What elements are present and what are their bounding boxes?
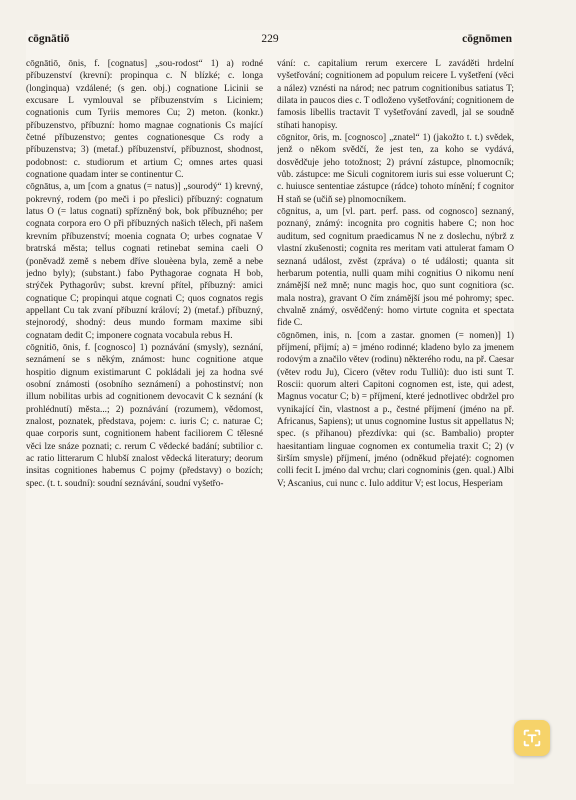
- entry-cognomen: cōgnōmen, inis, n. [com a zastar. gnomen (= nomen)] 1) příjmení, přijmí; a) = jméno rodinné; kladeno bylo za jmenem rodovým a značilo větev (rodinu) některého rodu, na př. Caesar (větev rodu Ju), Cicero (větev rodu Tulliů): duo isti sunt T. Roscii: quorum alteri Capitoni cognomen est, iste, qui adest, Magnus vocatur C; b) = příjmení, které jednotlivec obdržel pro vynikající čin, vlastnost a p., čestné příjmení (jméno na př. Africanus, Sapiens); ut unus cognomine Iustus sit appellatus N; spec. (s přihanou) přezdívka: qui (sc. Bambalio) propter haesitantiam linguae cognomen ex contumelia traxit C; 2) (v širším smysle) příjmení, jméno (odněkud přejaté): cognomen colli fecit L jméno dal vrchu; clari cognominis (gen. qual.) Albi V; Ascanius, cui nunc c. Iulo additur V; est locus, Hesperiam: [277, 330, 514, 489]
- header-left-guide-word: cōgnātiō: [28, 33, 70, 45]
- text-recognition-icon: [521, 727, 543, 749]
- entry-cognitus: cōgnitus, a, um [vl. part. perf. pass. od cognosco] seznaný, poznaný, známý: incognita pro cognitis habere C; non hoc auditum, sed cognitum praedicamus N ne z doslechu, nýbrž z vlastní zkušenosti; cognita res meritam vati attulerat famam O seznaná událost, zvěst (zpráva) o té události; quanta sit herbarum potentia, nulli quam mihi cognitius O nikomu není známější než mně; nunc magis hoc, quo sunt cognitiora (sc. mala nostra), gravant O čím známější jsou mé pohromy; spec. chvalně známý, osvědčený: homo virtute cognita et spectata fide C.: [277, 207, 514, 329]
- entry-cognitio: cōgnitiō, ōnis, f. [cognosco] 1) poznávání (smysly), seznání, seznámení se s někým, známost: hunc cognitione atque hospitio dignum existimarunt C pokládali jej za hodna své osobní známosti (osobního seznámení) a pohostinství; non illum nobilitas urbis ad cognitionem devocavit C k seznání (k prohlédnutí) města...; 2) poznávání (rozumem), vědomost, znalost, poznatek, představa, pojem: c. iuris C; c. naturae C; quae corporis sunt, cognitionem habent faciliorem C tělesné věci lze snáze poznati; c. rerum C vědecké badání; subtilior c. ac ratio litterarum C hlubší znalost vědecká literatury; deorum insitas cognitiones habemus C pojmy (představy) o bozích; spec. (t. t. soudní): soudní seznávání, soudní vyšetřo-: [26, 342, 263, 489]
- page-number: 229: [261, 33, 279, 45]
- entry-cognitio-continued: vání: c. capitalium rerum exercere L zaváděti hrdelní vyšetřování; cognitionem ad populum reicere L vyšetření (věci a nález) vznésti na národ; nec patrum cognitionibus satiatus T; dilata in paucos dies c. T odloženo vyšetřování; cognitionem de famosis libellis tractavit T vyšetřování zavedl, jal se soudně stíhati hanopisy.: [277, 59, 514, 131]
- dictionary-page: [26, 30, 514, 784]
- left-column: [26, 58, 263, 778]
- text-scan-icon[interactable]: [514, 720, 550, 756]
- right-column: [277, 58, 514, 778]
- entry-cognitor: cōgnitor, ōris, m. [cognosco] „znatel“ 1) (jakožto t. t.) svědek, jenž o někom svědčí, že jest ten, za koho se vydává, dosvědčuje jeho totožnost; 2) právní zástupce, plnomocník; vůb. zástupce: me Siculi cognitorem iuris sui esse voluerunt C; c. huiusce sententiae zástupce (rádce) tohoto mínění; f cognitor H staň se (učiň se) plnomocníkem.: [277, 133, 514, 205]
- header-right-guide-word: cōgnōmen: [462, 33, 512, 45]
- entry-cognatio: cōgnātiō, ōnis, f. [cognatus] „sou-rodost“ 1) a) rodné příbuzenství (krevní): propinqua c. N blízké; c. longa (longinqua) vzdálené; (s gen. obj.) cognatione Licinii se excusare L vymlouval se příbuzenstvím s Liciniem; cognationis cum Tyriis memores Cu; 2) meton. (konkr.) příbuzenstvo, příbuzní: homo magnae cognationis Cs mající četné příbuzenstvo; gentes cognationesque Cs rody a příbuzenstva; 3) (metaf.) příbuzenství, příbuznost, shodnost, podobnost: c. studiorum et artium C; omnes artes quasi cognatione quadam inter se continentur C.: [26, 59, 263, 181]
- page-header: [26, 30, 514, 48]
- entry-cognatus: cōgnātus, a, um [com a gnatus (= natus)] „sourodý“ 1) krevný, pokrevný, rodem (po meči i po přeslici) příbuzný: cognatum latus O (= latus cognati) spřízněný bok, bok příbuzného; per cognata corpora ero O při příbuzných našich tělech, při našem krevním příbuzenství; moenia cognata O; urbes cognatae V bratrská města; tellus cognati retinebat semina caeli O (poněvadž země s nebem dříve slouèena byla, země a nebe jedno byly); (substant.) fabo Pythagorae cognata H bob, strýček Pythagorův; subst. krevní přítel, příbuzný: amici cognatique C; propinqui atque cognati C; quos cognatos regis appellant Cu tak zvaní příbuzní královí; 2) (metaf.) příbuzný, stejnorodý, shodný: deus mundo formam maxime sibi cognatam dedit C; imponere cognata vocabula rebus H.: [26, 182, 263, 341]
